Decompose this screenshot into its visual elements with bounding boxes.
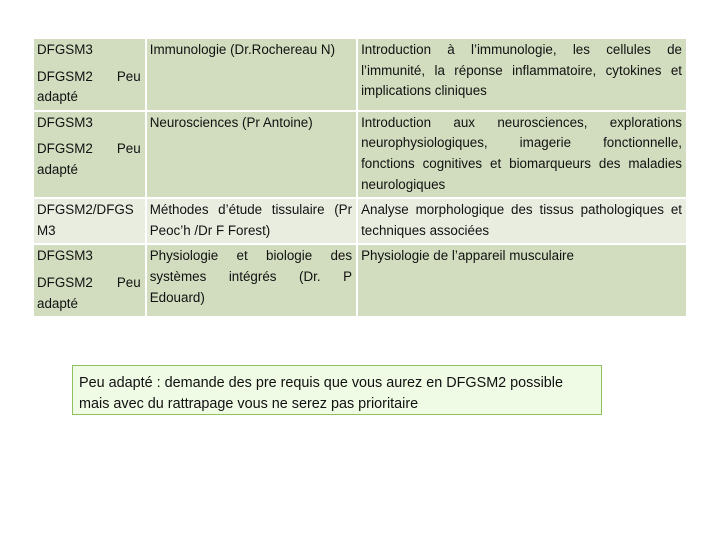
course-label: Neurosciences (Pr Antoine) <box>149 114 313 130</box>
level-label: DFGSM3 <box>37 114 93 130</box>
description-cell <box>358 245 686 316</box>
description-text: Introduction à l’immunologie, les cellules de l’immunité, la réponse inflammatoire, cytokines et implications cliniques <box>361 42 682 99</box>
course-label: Immunologie (Dr.Rochereau N) <box>149 42 336 57</box>
level-label: DFGSM2/DFGS M3 <box>37 202 134 238</box>
table-row <box>34 199 686 243</box>
level-label: DFGSM3 <box>37 42 93 57</box>
table-row <box>34 112 686 197</box>
level-cell <box>34 39 145 110</box>
course-label: Physiologie et biologie des systèmes intégrés (Dr. P Edouard) <box>149 248 353 305</box>
level-label: DFGSM3 <box>37 248 93 264</box>
level-cell <box>34 112 145 197</box>
level-label: DFGSM2 Peu adapté <box>37 68 141 105</box>
level-label: DFGSM2 Peu adapté <box>37 141 141 177</box>
course-cell <box>147 199 356 243</box>
description-text: Analyse morphologique des tissus pathologiques et techniques associées <box>361 202 682 238</box>
description-cell <box>358 199 686 243</box>
note-text: Peu adapté : demande des pre requis que vous aurez en DFGSM2 possible mais avec du rattrapage vous ne serez pas prioritaire <box>79 375 563 412</box>
description-text: Introduction aux neurosciences, explorations neurophysiologiques, imagerie fonctionnelle, fonctions cognitives et biomarqueurs des maladies neurologiques <box>361 114 682 192</box>
level-label: DFGSM2 Peu adapté <box>37 274 141 311</box>
note-box <box>72 365 602 415</box>
description-cell <box>358 39 686 110</box>
course-cell <box>147 245 356 316</box>
description-cell <box>358 112 686 197</box>
course-label: Méthodes d’étude tissulaire (Pr Peoc’h /Dr F Forest) <box>149 202 353 238</box>
level-cell <box>34 199 145 243</box>
course-table <box>32 37 688 318</box>
course-cell <box>147 112 356 197</box>
description-text: Physiologie de l’appareil musculaire <box>361 248 574 264</box>
level-cell <box>34 245 145 316</box>
course-cell <box>147 39 356 110</box>
table-row <box>34 245 686 316</box>
table-row <box>34 39 686 110</box>
